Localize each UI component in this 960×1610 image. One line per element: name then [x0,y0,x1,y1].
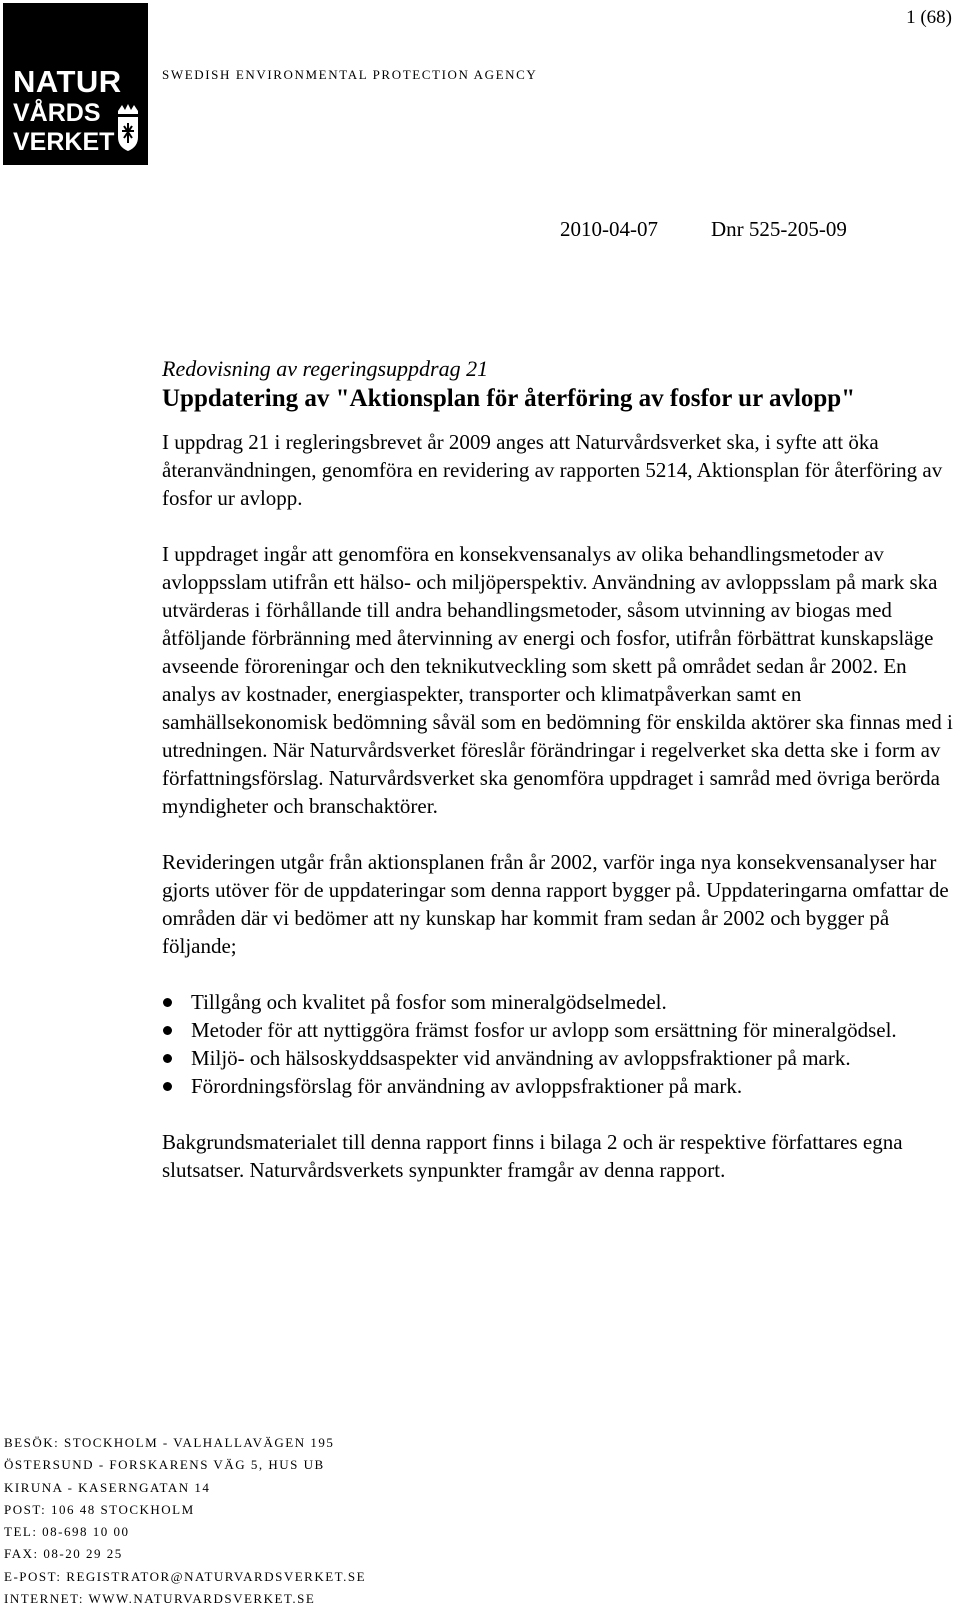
logo-text-natur: NATUR [13,64,122,99]
logo-text-vards: VÅRDS [13,99,101,127]
document-subtitle: Redovisning av regeringsuppdrag 21 [162,356,489,381]
document-body [162,355,960,1184]
footer-kiruna-address: KIRUNA - KASERNGATAN 14 [4,1479,211,1495]
agency-name: SWEDISH ENVIRONMENTAL PROTECTION AGENCY [162,67,538,82]
crown-crest-icon [115,103,141,153]
list-item [162,988,960,1016]
paragraph-assignment: I uppdrag 21 i regleringsbrevet år 2009 anges att Naturvårdsverket ska, i syfte att öka återanvändningen, genomföra en revidering av rapporten 5214, Aktionsplan för återföring av fosfor ur avlopp. [162,430,943,510]
list-item-text: Metoder för att nyttiggöra främst fosfor ur avlopp som ersättning för mineralgödsel. [191,1018,897,1042]
list-item [162,1044,960,1072]
list-item-text: Förordningsförslag för användning av avloppsfraktioner på mark. [191,1074,743,1098]
bullet-icon [163,1082,172,1091]
update-areas-list [162,988,960,1100]
list-item-text: Miljö- och hälsoskyddsaspekter vid användning av avloppsfraktioner på mark. [191,1046,851,1070]
bullet-icon [163,1054,172,1063]
bullet-icon [163,998,172,1007]
footer-visit-address: BESÖK: STOCKHOLM - VALHALLAVÄGEN 195 [4,1435,335,1450]
footer-ostersund-address: ÖSTERSUND - FORSKARENS VÄG 5, HUS UB [4,1457,325,1473]
paragraph-background: Bakgrundsmaterialet till denna rapport finns i bilaga 2 och är respektive författares egna slutsatser. Naturvårdsverkets synpunkter framgår av denna rapport. [162,1130,903,1182]
bullet-icon [163,1026,172,1035]
document-date: 2010-04-07 [560,217,658,241]
document-title: Uppdatering av "Aktionsplan för återföring av fosfor ur avlopp" [162,385,856,412]
footer-postal-address: POST: 106 48 STOCKHOLM [4,1501,195,1517]
list-item [162,1072,960,1100]
footer-email: E-POST: REGISTRATOR@NATURVARDSVERKET.SE [4,1568,367,1584]
list-item [162,1016,960,1044]
contact-footer [4,1432,366,1610]
agency-logo [3,3,148,165]
document-reference-number: Dnr 525-205-09 [711,217,847,241]
page-number: 1 (68) [906,7,952,28]
footer-website: INTERNET: WWW.NATURVARDSVERKET.SE [4,1591,316,1607]
footer-fax: FAX: 08-20 29 25 [4,1546,123,1562]
list-item-text: Tillgång och kvalitet på fosfor som mineralgödselmedel. [191,990,667,1014]
logo-text-verket: VERKET [13,128,115,156]
paragraph-revision: Revideringen utgår från aktionsplanen från år 2002, varför inga nya konsekvensanalyser har gjorts utöver för de uppdateringar som denna rapport bygger på. Uppdateringarna omfattar de områden där vi bedömer att ny kunskap har kommit fram sedan år 2002 och bygger på följande; [162,850,949,958]
footer-phone: TEL: 08-698 10 00 [4,1524,130,1540]
paragraph-scope: I uppdraget ingår att genomföra en konsekvensanalys av olika behandlingsmetoder av avloppsslam utifrån ett hälso- och miljöperspektiv. Användning av avloppsslam på mark ska utvärderas i förhållande till andra behandlingsmetoder, såsom utvinning av biogas med åtföljande förbränning med återvinning av energi och fosfor, utifrån förbättrat kunskapsläge avseende föroreningar och den teknikutveckling som skett på området sedan år 2002. En analys av kostnader, energiaspekter, transporter och klimatpåverkan samt en samhällsekonomisk bedömning såväl som en bedömning för enskilda aktörer ska finnas med i utredningen. När Naturvårdsverket föreslår förändringar i regelverket ska detta ske i form av författningsförslag. Naturvårdsverket ska genomföra uppdraget i samråd med övriga berörda myndigheter och branschaktörer. [162,542,953,818]
